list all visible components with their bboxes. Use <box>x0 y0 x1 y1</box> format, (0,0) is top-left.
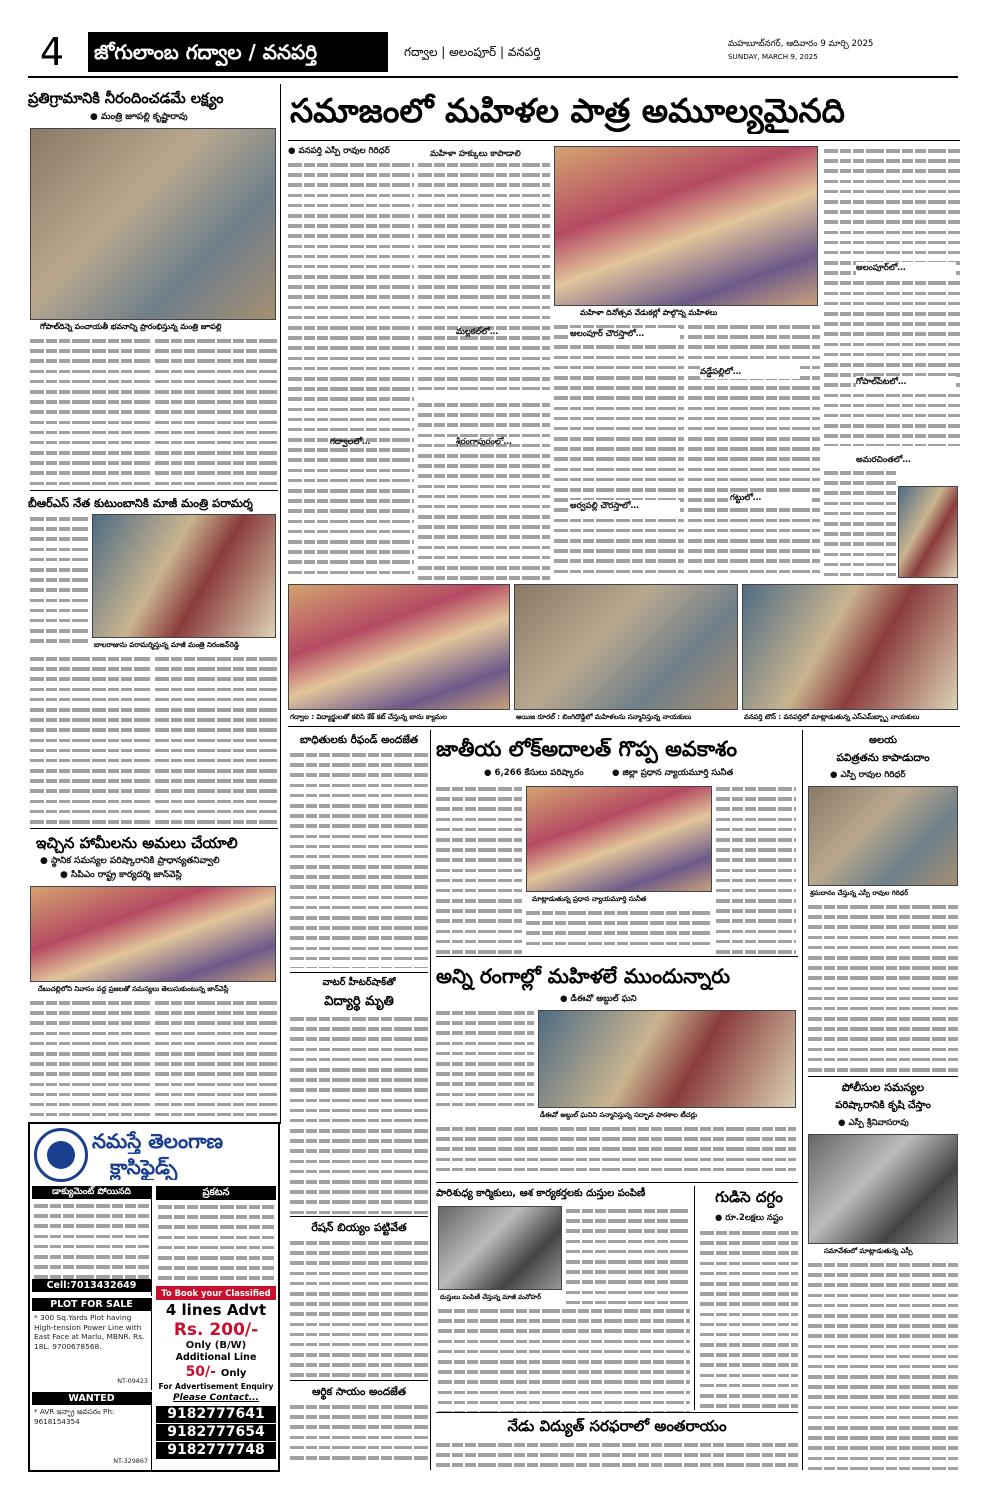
story2-body <box>30 654 150 824</box>
women-body-2 <box>436 1124 796 1180</box>
hut-headline: గుడిసె దగ్ధం <box>715 1188 783 1206</box>
classifieds-brand2: క్లాసిఫైడ్స్ <box>110 1155 178 1179</box>
lead-col2-body <box>418 160 550 390</box>
victims-headline: బాధితులకు రీఫండ్ అందజేత <box>299 734 419 746</box>
strip-caption-2: అయిజ రూరల్ : బింగిదొడ్డిలో మహిళలను సన్మానిస్తున్న నాయకులు <box>516 713 692 721</box>
doc-lost-text <box>32 1199 151 1279</box>
booking-price2-row <box>156 1364 276 1382</box>
story3-headline: ఇచ్చిన హామీలను అమలు చేయాలి <box>36 834 238 852</box>
lok-adalat-caption: మాట్లాడుతున్న ప్రధాన న్యాయమూర్తి సునీత <box>532 895 647 903</box>
women-sub: ● డీఈవో అబ్దుల్ ఘని <box>560 994 637 1004</box>
sanitation-body-2 <box>438 1306 690 1412</box>
plot-code: NT-09423 <box>117 1377 148 1385</box>
mid-rule-3 <box>290 1380 428 1381</box>
lok-adalat-photo <box>526 786 712 892</box>
doc-lost-title: డాక్యుమెంట్ పోయినది <box>32 1186 151 1199</box>
booking-price2: 50/- <box>185 1364 216 1380</box>
notice-ad <box>156 1186 276 1284</box>
lok-adalat-body-2 <box>526 908 712 954</box>
wanted-code: NT-329867 <box>113 1457 148 1465</box>
phone-1: 9182777641 <box>156 1406 276 1423</box>
story2-body-lead <box>30 514 88 644</box>
masthead-rule <box>28 76 958 78</box>
women-sub-text: డీఈవో అబ్దుల్ ఘని <box>570 994 637 1004</box>
police-photo <box>808 1134 958 1244</box>
booking-only: Only <box>185 1340 212 1351</box>
plot-title: PLOT FOR SALE <box>32 1298 151 1311</box>
forest-byline: ● ఎస్పీ రావుల గిరిధర్ <box>830 770 906 780</box>
lok-adalat-headline: జాతీయ లోక్‌అదాలత్ గొప్ప అవకాశం <box>436 737 738 761</box>
lok-adalat-sub1-text: 6,266 కేసులు పరిష్కారం <box>494 768 584 778</box>
aid-headline: ఆర్థిక సాయం అందజేత <box>311 1386 407 1398</box>
strip-photo-1 <box>288 584 510 710</box>
story3-sub1: ● స్థానిక సమస్యల పరిష్కారానికి ప్రాధాన్యతనివ్వాలి <box>40 856 220 866</box>
plot-ad <box>32 1298 152 1390</box>
section-title: జోగులాంబ గద్వాల / వనపర్తి <box>94 40 318 64</box>
women-body-1 <box>436 1008 534 1108</box>
strip-caption-1: గద్వాల : విద్యార్థులతో కలిసి కేక్ కట్ చేస్తున్న బాను క్యామల <box>290 713 447 721</box>
lead-headline: సమాజంలో మహిళల పాత్ర అమూల్యమైనది <box>290 91 845 130</box>
sub-mahila-hakkulu: మహిళా హక్కులు కాపాడాలి <box>430 148 521 158</box>
sub-mallalkal: మల్లకల్‌లో… <box>456 326 499 336</box>
sanitation-caption: దుస్తులు పంపిణీ చేస్తున్న మాజీ మనోహర్ <box>440 1293 541 1301</box>
right-rule-1 <box>808 1076 958 1077</box>
hut-divider <box>694 1186 695 1410</box>
col1-divider <box>280 84 281 1124</box>
col1-rule-1 <box>30 490 278 491</box>
phone-2: 9182777654 <box>156 1424 276 1441</box>
sanitation-photo <box>438 1206 562 1290</box>
lead-rule <box>288 140 960 141</box>
lead-dateline-text: వనపర్తి ఎస్పీ రావుల గిరిధర్ <box>298 146 390 156</box>
forest-head2: పవిత్రతను కాపాడుదాం <box>836 752 930 764</box>
sanitation-headline: పారిశుధ్య కార్మికులు, ఆశ కార్యకర్తలకు దుస్తుల పంపిణీ <box>436 1188 646 1199</box>
classifieds-seal-inner <box>47 1141 75 1169</box>
mid-rule-2 <box>290 1216 428 1217</box>
booking-enquiry: For Advertisement Enquiry <box>158 1382 274 1391</box>
women-photo <box>538 1010 796 1108</box>
story3-caption: దేబుచల్లిలోని నివాసం వద్ద ప్రజలతో సమస్యలు తెలుసుకుంటున్న జాన్‌వెస్లీ <box>38 985 229 993</box>
aid-body <box>290 1402 428 1470</box>
hut-sub: ● రూ.2లక్షలు నష్టం <box>715 1212 783 1222</box>
story3-body <box>30 998 150 1116</box>
wanted-text: * AVR ఇన్ఫ్రా అవసరం Ph: 9618154354 <box>34 1407 115 1426</box>
story1-caption: గోపాల్‌దిన్నె పంచాయతీ భవనాన్ని ప్రారంభిస్తున్న మంత్రి జూపల్లి <box>40 322 222 331</box>
story3-body-2 <box>155 998 277 1116</box>
story1-body-2 <box>155 336 277 486</box>
mid-divider <box>430 730 431 1470</box>
mid-rule-4 <box>436 956 798 957</box>
sub-amarachinta: అమరచింతలో… <box>856 454 956 467</box>
booking-only-row <box>156 1340 276 1352</box>
mid-rule-1 <box>290 972 428 973</box>
story2-body-2 <box>155 654 277 824</box>
police-byline: ● ఎస్పీ శ్రీనివాసరావు <box>838 1118 909 1128</box>
sub-gattu: గట్టులో… <box>730 492 810 505</box>
doc-lost-ad <box>32 1186 152 1296</box>
lok-adalat-body-1 <box>436 784 522 954</box>
victims-body <box>290 750 428 968</box>
classifieds-block <box>28 1122 280 1472</box>
story3-sub2: ● సీపీఎం రాష్ట్ర కార్యదర్శి జాన్‌వెస్లీ <box>60 870 182 880</box>
right-divider <box>802 730 803 1470</box>
date-english: SUNDAY, MARCH 9, 2025 <box>728 52 818 61</box>
lead-bottom-rule <box>288 726 960 727</box>
classifieds-brand: నమస్తే తెలంగాణ <box>92 1129 224 1153</box>
story3-sub1-text: స్థానిక సమస్యల పరిష్కారానికి ప్రాధాన్యతనివ్వాలి <box>51 856 220 866</box>
strip-photo-3 <box>742 584 958 710</box>
lok-adalat-sub2: ● జిల్లా ప్రధాన న్యాయమూర్తి సునీత <box>612 768 734 778</box>
sub-arakhil: అర్వపల్లి చౌరస్తాలో… <box>570 500 680 513</box>
col1-rule-2 <box>30 828 278 829</box>
story1-byline: ● మంత్రి జూపల్లి కృష్ణారావు <box>90 112 188 122</box>
phone-3: 9182777748 <box>156 1442 276 1459</box>
booking-additional: Additional Line <box>175 1352 257 1363</box>
forest-body <box>808 902 958 1074</box>
sub-alampur: అలంపూర్ చౌరస్తాలో… <box>570 328 680 341</box>
lead-col1-body <box>288 160 414 580</box>
water-body <box>290 1014 428 1214</box>
women-headline: అన్ని రంగాల్లో మహిళలే ముందున్నారు <box>436 964 731 988</box>
women-caption: డీఈవో అబ్దుల్ ఘనిని సన్మానిస్తున్న సద్భావ పాఠశాల టీచర్లు <box>540 1111 698 1119</box>
water-headline: వాటర్ హీటర్‌షాక్‌తో <box>322 977 396 988</box>
notice-title: ప్రకటన <box>156 1186 276 1200</box>
forest-caption: శ్రమదానం చేస్తున్న ఎస్పీ రావుల గిరిధర్ <box>810 889 909 897</box>
story3-sub2-text: సీపీఎం రాష్ట్ర కార్యదర్శి జాన్‌వెస్లీ <box>71 870 182 880</box>
lead-photo1-caption: మహిళా దినోత్సవ వేడుకల్లో పాల్గొన్న మహిళలు <box>580 308 718 317</box>
police-head1: పోలీసుల సమస్యల <box>841 1081 925 1094</box>
booking-lines: 4 lines Advt <box>165 1301 267 1319</box>
lead-dateline: ● వనపర్తి ఎస్పీ రావుల గిరిధర్ <box>288 146 390 156</box>
sub-alampur2: అలంపూర్‌లో… <box>856 262 956 275</box>
lead-col5-body <box>824 146 960 446</box>
story1-photo <box>30 128 276 320</box>
police-byline-text: ఎస్పీ శ్రీనివాసరావు <box>848 1118 909 1128</box>
notice-text <box>156 1200 276 1282</box>
booking-only2: Only <box>220 1368 247 1379</box>
forest-photo <box>808 786 958 886</box>
booking-ad <box>156 1286 276 1470</box>
sub-gadwal: గద్వాలలో… <box>330 436 371 446</box>
story2-headline: బీఆర్‌ఎస్ నేత కుటుంబానికి మాజీ మంత్రి పరామర్శ <box>28 496 253 510</box>
lead-photo-1 <box>554 146 818 306</box>
masthead <box>28 30 958 74</box>
sub-vaddepally: వడ్డేపల్లిలో… <box>700 366 800 379</box>
booking-bw: (B/W) <box>214 1340 247 1351</box>
hut-sub-text: రూ.2లక్షలు నష్టం <box>725 1212 783 1222</box>
story1-body <box>30 336 150 486</box>
story1-headline: ప్రతిగ్రామానికి నీరందించడమే లక్ష్యం <box>28 91 224 107</box>
mid-rule-6 <box>436 1412 798 1413</box>
strip-photo-2 <box>514 584 738 710</box>
mid-rule-5 <box>436 1182 798 1183</box>
lead-col2-body-2 <box>418 400 550 580</box>
forest-byline-text: ఎస్పీ రావుల గిరిధర్ <box>840 770 906 780</box>
lead-photo-side <box>898 486 958 578</box>
power-body <box>436 1440 798 1474</box>
sub-gopalpet: గోపాల్‌పేటలో… <box>856 376 956 389</box>
lead-col4-body <box>688 322 820 580</box>
lok-adalat-sub2-text: జిల్లా ప్రధాన న్యాయమూర్తి సునీత <box>622 768 734 778</box>
story1-byline-text: మంత్రి జూపల్లి కృష్ణారావు <box>101 112 188 122</box>
forest-head1: అలయ <box>869 735 897 746</box>
wanted-ad <box>32 1392 152 1470</box>
police-body <box>808 1260 958 1470</box>
power-headline: నేడు విద్యుత్ సరఫరాలో అంతరాయం <box>507 1417 727 1435</box>
ration-body <box>290 1238 428 1378</box>
booking-contact: Please Contact... <box>173 1393 259 1403</box>
story3-photo <box>30 886 276 982</box>
wanted-title: WANTED <box>32 1392 151 1405</box>
police-caption: సమావేశంలో మాట్లాడుతున్న ఎస్పీ <box>824 1247 913 1255</box>
lok-adalat-sub1: ● 6,266 కేసులు పరిష్కారం <box>484 768 584 778</box>
water-headline-2: విద్యార్థి మృతి <box>324 994 394 1009</box>
story2-photo <box>92 514 276 638</box>
lok-adalat-body-3 <box>716 784 796 954</box>
plot-text: * 300 Sq.Yards Plot having High-tension Power Line with East Face at Marlu, MBNR. Rs. 18L. 9700678568. <box>34 1313 145 1351</box>
doc-lost-cell: Cell:7013432649 <box>32 1279 151 1292</box>
ration-headline: రేషన్ బియ్యం పట్టివేత <box>311 1221 407 1234</box>
story2-caption: బాలరాజును పరామర్శిస్తున్న మాజీ మంత్రి నిరంజన్‌రెడ్డి <box>94 641 239 649</box>
hut-body <box>700 1228 798 1410</box>
lead-col5-body-2 <box>824 468 896 580</box>
booking-price: Rs. 200/- <box>173 1320 259 1340</box>
police-head2: పరిష్కారానికి కృషి చేస్తాం <box>835 1100 931 1111</box>
district-list: గద్వాల | అలంపూర్ | వనపర్తి <box>404 45 541 59</box>
strip-caption-3: వనపర్తి టౌన్ : వనపర్తిలో మాట్లాడుతున్న ఎస్‌ఎమ్‌బ్బ్బా నాయకులు <box>744 713 920 721</box>
sanitation-body-1 <box>566 1206 690 1308</box>
date-telugu: మహబూబ్‌నగర్, ఆదివారం 9 మార్చి 2025 <box>728 39 874 49</box>
booking-title: To Book your Classified <box>156 1286 276 1300</box>
lead-col3-body <box>554 322 684 580</box>
page-number: 4 <box>39 30 65 74</box>
